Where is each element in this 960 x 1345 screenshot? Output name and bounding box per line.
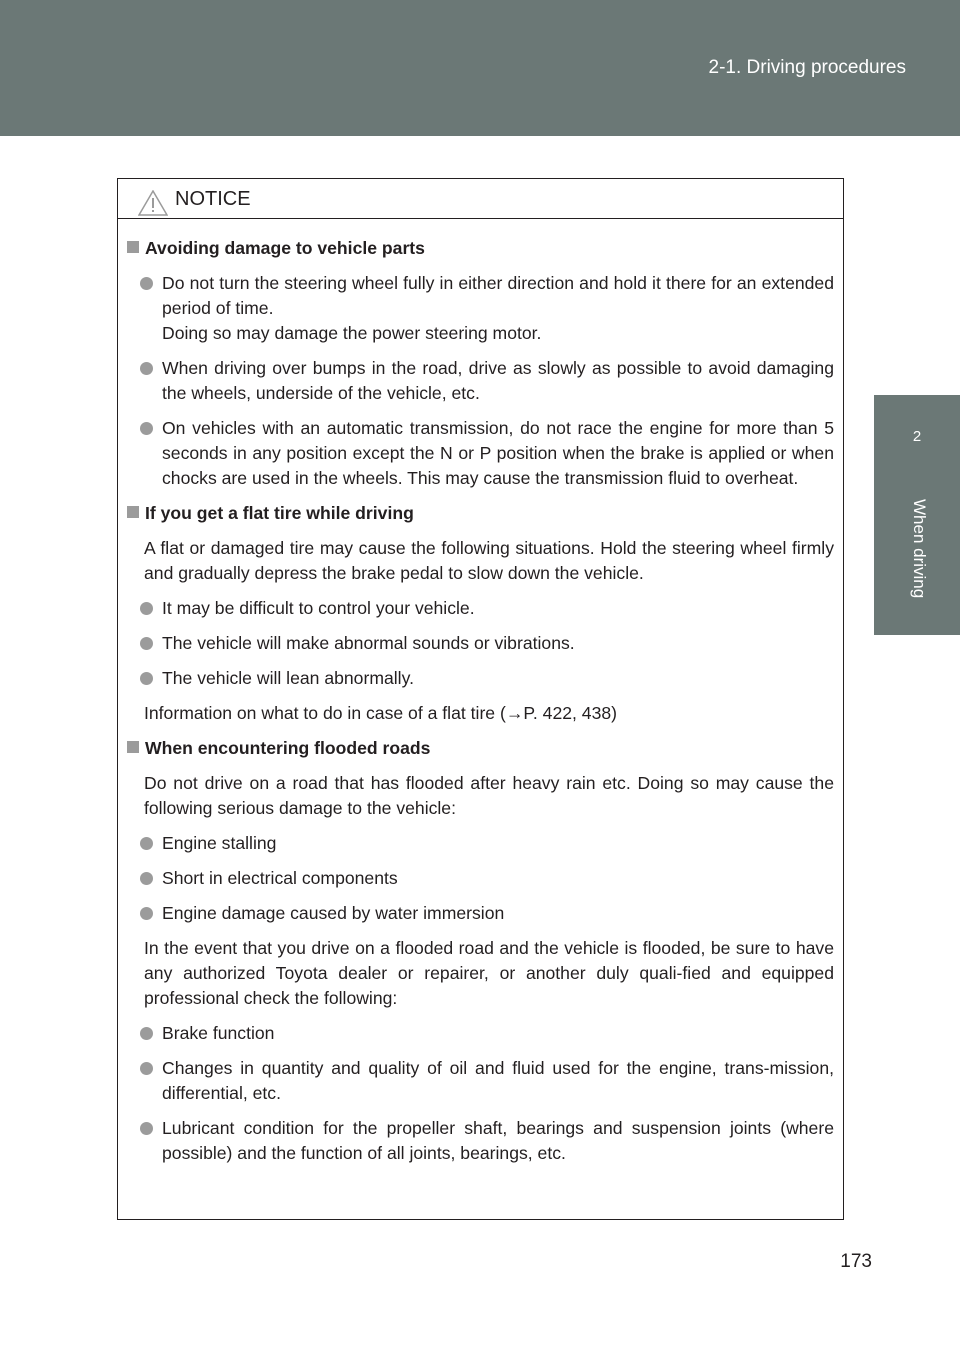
bullet-text: Changes in quantity and quality of oil and fluid used for the engine, trans-mission, differential, etc. xyxy=(162,1058,834,1103)
round-bullet-icon xyxy=(140,907,153,920)
bullet-text: It may be difficult to control your vehicle. xyxy=(162,598,475,618)
bullet-item xyxy=(127,1116,834,1166)
round-bullet-icon xyxy=(140,422,153,435)
chapter-tab xyxy=(874,395,960,635)
round-bullet-icon xyxy=(140,1062,153,1075)
notice-box xyxy=(117,178,844,1220)
section-heading xyxy=(127,236,834,261)
square-bullet-icon xyxy=(127,506,139,518)
section-title: 2-1. Driving procedures xyxy=(708,57,906,78)
bullet-text: The vehicle will make abnormal sounds or vibrations. xyxy=(162,633,575,653)
notice-header xyxy=(118,179,843,219)
bullet-text: Lubricant condition for the propeller shaft, bearings and suspension joints (where possible) and the function of all joints, bearings, etc. xyxy=(162,1118,834,1163)
round-bullet-icon xyxy=(140,1027,153,1040)
round-bullet-icon xyxy=(140,672,153,685)
notice-body xyxy=(118,219,843,1166)
bullet-text: Brake function xyxy=(162,1023,275,1043)
paragraph: Do not drive on a road that has flooded after heavy rain etc. Doing so may cause the following serious damage to the vehicle: xyxy=(144,773,834,818)
bullet-text: On vehicles with an automatic transmission, do not race the engine for more than 5 seconds in any position except the N or P position when the brake is applied or when chocks are used in the wheels. This may cause the transmission fluid to overheat. xyxy=(162,418,834,488)
square-bullet-icon xyxy=(127,741,139,753)
round-bullet-icon xyxy=(140,277,153,290)
header-band xyxy=(0,0,960,136)
heading-text: If you get a flat tire while driving xyxy=(145,503,414,523)
square-bullet-icon xyxy=(127,241,139,253)
bullet-item xyxy=(127,416,834,491)
section-heading xyxy=(127,736,834,761)
bullet-text: The vehicle will lean abnormally. xyxy=(162,668,414,688)
round-bullet-icon xyxy=(140,872,153,885)
chapter-label: When driving xyxy=(910,499,929,599)
round-bullet-icon xyxy=(140,1122,153,1135)
bullet-text: When driving over bumps in the road, drive as slowly as possible to avoid damaging the wheels, underside of the vehicle, etc. xyxy=(162,358,834,403)
bullet-text: Engine stalling xyxy=(162,833,277,853)
bullet-text: Short in electrical components xyxy=(162,868,398,888)
bullet-item xyxy=(127,901,834,926)
bullet-item xyxy=(127,631,834,656)
warning-triangle-icon xyxy=(138,190,168,221)
bullet-item xyxy=(127,1021,834,1046)
bullet-text: Doing so may damage the power steering motor. xyxy=(162,323,542,343)
page-number: 173 xyxy=(840,1251,872,1272)
heading-text: When encountering flooded roads xyxy=(145,738,431,758)
section-heading xyxy=(127,501,834,526)
round-bullet-icon xyxy=(140,602,153,615)
bullet-item xyxy=(127,1056,834,1106)
bullet-item xyxy=(127,271,834,346)
bullet-item xyxy=(127,596,834,621)
paragraph: In the event that you drive on a flooded road and the vehicle is flooded, be sure to have any authorized Toyota dealer or repairer, or another duly quali-fied and equipped professional check the following: xyxy=(144,938,834,1008)
notice-title: NOTICE xyxy=(175,188,251,210)
bullet-item xyxy=(127,831,834,856)
bullet-item xyxy=(127,356,834,406)
round-bullet-icon xyxy=(140,637,153,650)
round-bullet-icon xyxy=(140,837,153,850)
heading-text: Avoiding damage to vehicle parts xyxy=(145,238,425,258)
bullet-text: Engine damage caused by water immersion xyxy=(162,903,505,923)
paragraph: Information on what to do in case of a flat tire (→P. 422, 438) xyxy=(144,703,618,723)
round-bullet-icon xyxy=(140,362,153,375)
bullet-item xyxy=(127,666,834,691)
paragraph: A flat or damaged tire may cause the following situations. Hold the steering wheel firmly and gradually depress the brake pedal to slow down the vehicle. xyxy=(144,538,834,583)
bullet-item xyxy=(127,866,834,891)
chapter-number: 2 xyxy=(912,428,922,445)
bullet-text: Do not turn the steering wheel fully in either direction and hold it there for an extended period of time. xyxy=(162,273,834,318)
